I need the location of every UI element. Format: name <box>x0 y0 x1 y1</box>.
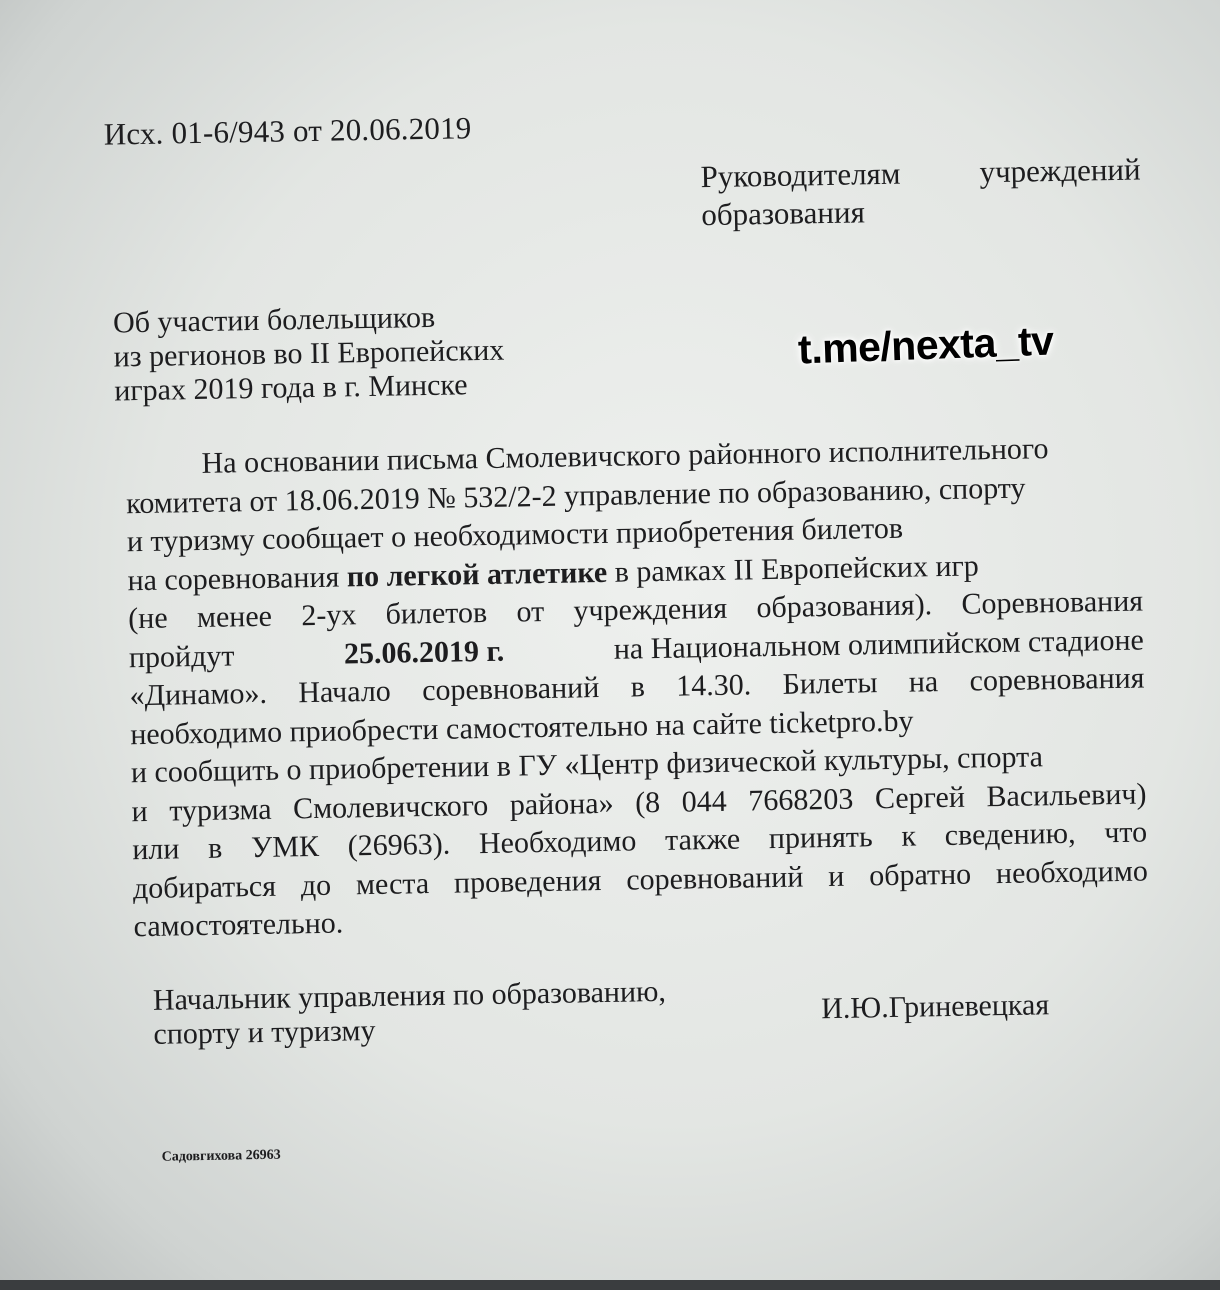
subject-line-2: из регионов во II Европейских <box>113 333 505 374</box>
body-word: 044 <box>681 784 728 819</box>
body-line: и туризму сообщает о необходимости приобретения билетов <box>126 511 904 559</box>
body-word: сведению, <box>944 816 1076 853</box>
body-word: 2-ух <box>301 598 357 633</box>
body-word: от <box>516 594 545 629</box>
body-word: туризма <box>168 792 272 828</box>
body-word: добираться <box>132 869 277 905</box>
body-word: (не <box>127 601 168 636</box>
body-word: 14.30. <box>675 668 752 703</box>
body-word: в <box>630 670 646 704</box>
body-word: УМК <box>250 829 320 865</box>
body-word: Смолевичского <box>292 788 489 825</box>
body-word: Сергей <box>874 780 966 815</box>
executor-note: Садовгихова 26963 <box>161 1147 281 1165</box>
body-word: что <box>1104 815 1148 850</box>
body-text: в рамках II Европейских игр <box>606 548 980 589</box>
addressee-word-1: Руководителям <box>700 155 901 195</box>
event-date: 25.06.2019 г. <box>343 634 505 670</box>
body-text: на Национальном олимпийском стадионе <box>613 623 1145 666</box>
addressee-block <box>700 151 1141 235</box>
body-word: Соревнования <box>961 584 1144 621</box>
body-word: Билеты <box>782 666 878 701</box>
body-word: обратно <box>868 857 972 892</box>
body-text: пройдут <box>128 638 235 674</box>
addressee-word-2: учреждений <box>979 151 1141 190</box>
body-word: принять <box>768 820 873 856</box>
body-word: и <box>131 794 148 828</box>
body-word: проведения <box>453 863 602 900</box>
body-word: соревнования <box>969 661 1145 698</box>
body-line: необходимо приобрести самостоятельно на сайте ticketpro.by <box>129 704 914 751</box>
body-word: района» <box>509 786 614 822</box>
body-line: самостоятельно. <box>133 906 344 944</box>
sport-highlight: по легкой атлетике <box>346 555 608 593</box>
body-line: и сообщить о приобретении в ГУ «Центр физической культуры, спорта <box>130 740 1044 790</box>
body-word: учреждения <box>573 591 728 628</box>
body-word: или <box>131 832 180 867</box>
body-line: На основании письма Смолевичского районного исполнительного <box>201 432 1049 480</box>
body-word: и <box>827 859 845 893</box>
body-word: до <box>300 868 332 902</box>
subject-line-3: играх 2019 года в г. Минске <box>113 368 468 408</box>
signatory-position-line-2: спорту и туризму <box>153 1013 376 1051</box>
body-word: к <box>901 819 917 853</box>
body-word: менее <box>196 599 273 635</box>
body-word: соревнований <box>421 671 600 708</box>
body-word: «Динамо». <box>129 676 268 713</box>
body-word: необходимо <box>995 853 1149 890</box>
body-line: комитета от 18.06.2019 № 532/2-2 управление по образованию, спорту <box>125 471 1026 520</box>
body-word: Необходимо <box>478 824 637 861</box>
signatory-position-line-1: Начальник управления по образованию, <box>152 974 667 1017</box>
channel-watermark: t.me/nexta_tv <box>797 317 1055 373</box>
body-word: (26963). <box>347 827 451 863</box>
body-word: соревнований <box>626 859 804 897</box>
body-word: места <box>355 866 430 901</box>
body-text: на соревнования <box>127 559 348 597</box>
signatory-name: И.Ю.Гриневецкая <box>820 988 1050 1026</box>
addressee-line-2: образования <box>700 194 866 233</box>
body-word: (8 <box>634 785 661 819</box>
outgoing-reference: Исх. 01-6/943 от 20.06.2019 <box>103 110 472 152</box>
body-word: 7668203 <box>748 782 854 817</box>
subject-line-1: Об участии болельщиков <box>112 300 436 340</box>
body-word: также <box>664 822 741 857</box>
body-word: билетов <box>385 595 488 631</box>
subject-block <box>113 300 505 409</box>
signatory-position <box>153 975 667 1052</box>
body-word: в <box>207 831 223 865</box>
body-word: на <box>908 665 939 699</box>
body-word: Начало <box>298 674 392 710</box>
addressee-line-1 <box>700 151 1141 197</box>
letter-body <box>125 429 1149 947</box>
body-word: образования). <box>756 588 933 625</box>
body-word: Васильевич) <box>986 776 1147 813</box>
